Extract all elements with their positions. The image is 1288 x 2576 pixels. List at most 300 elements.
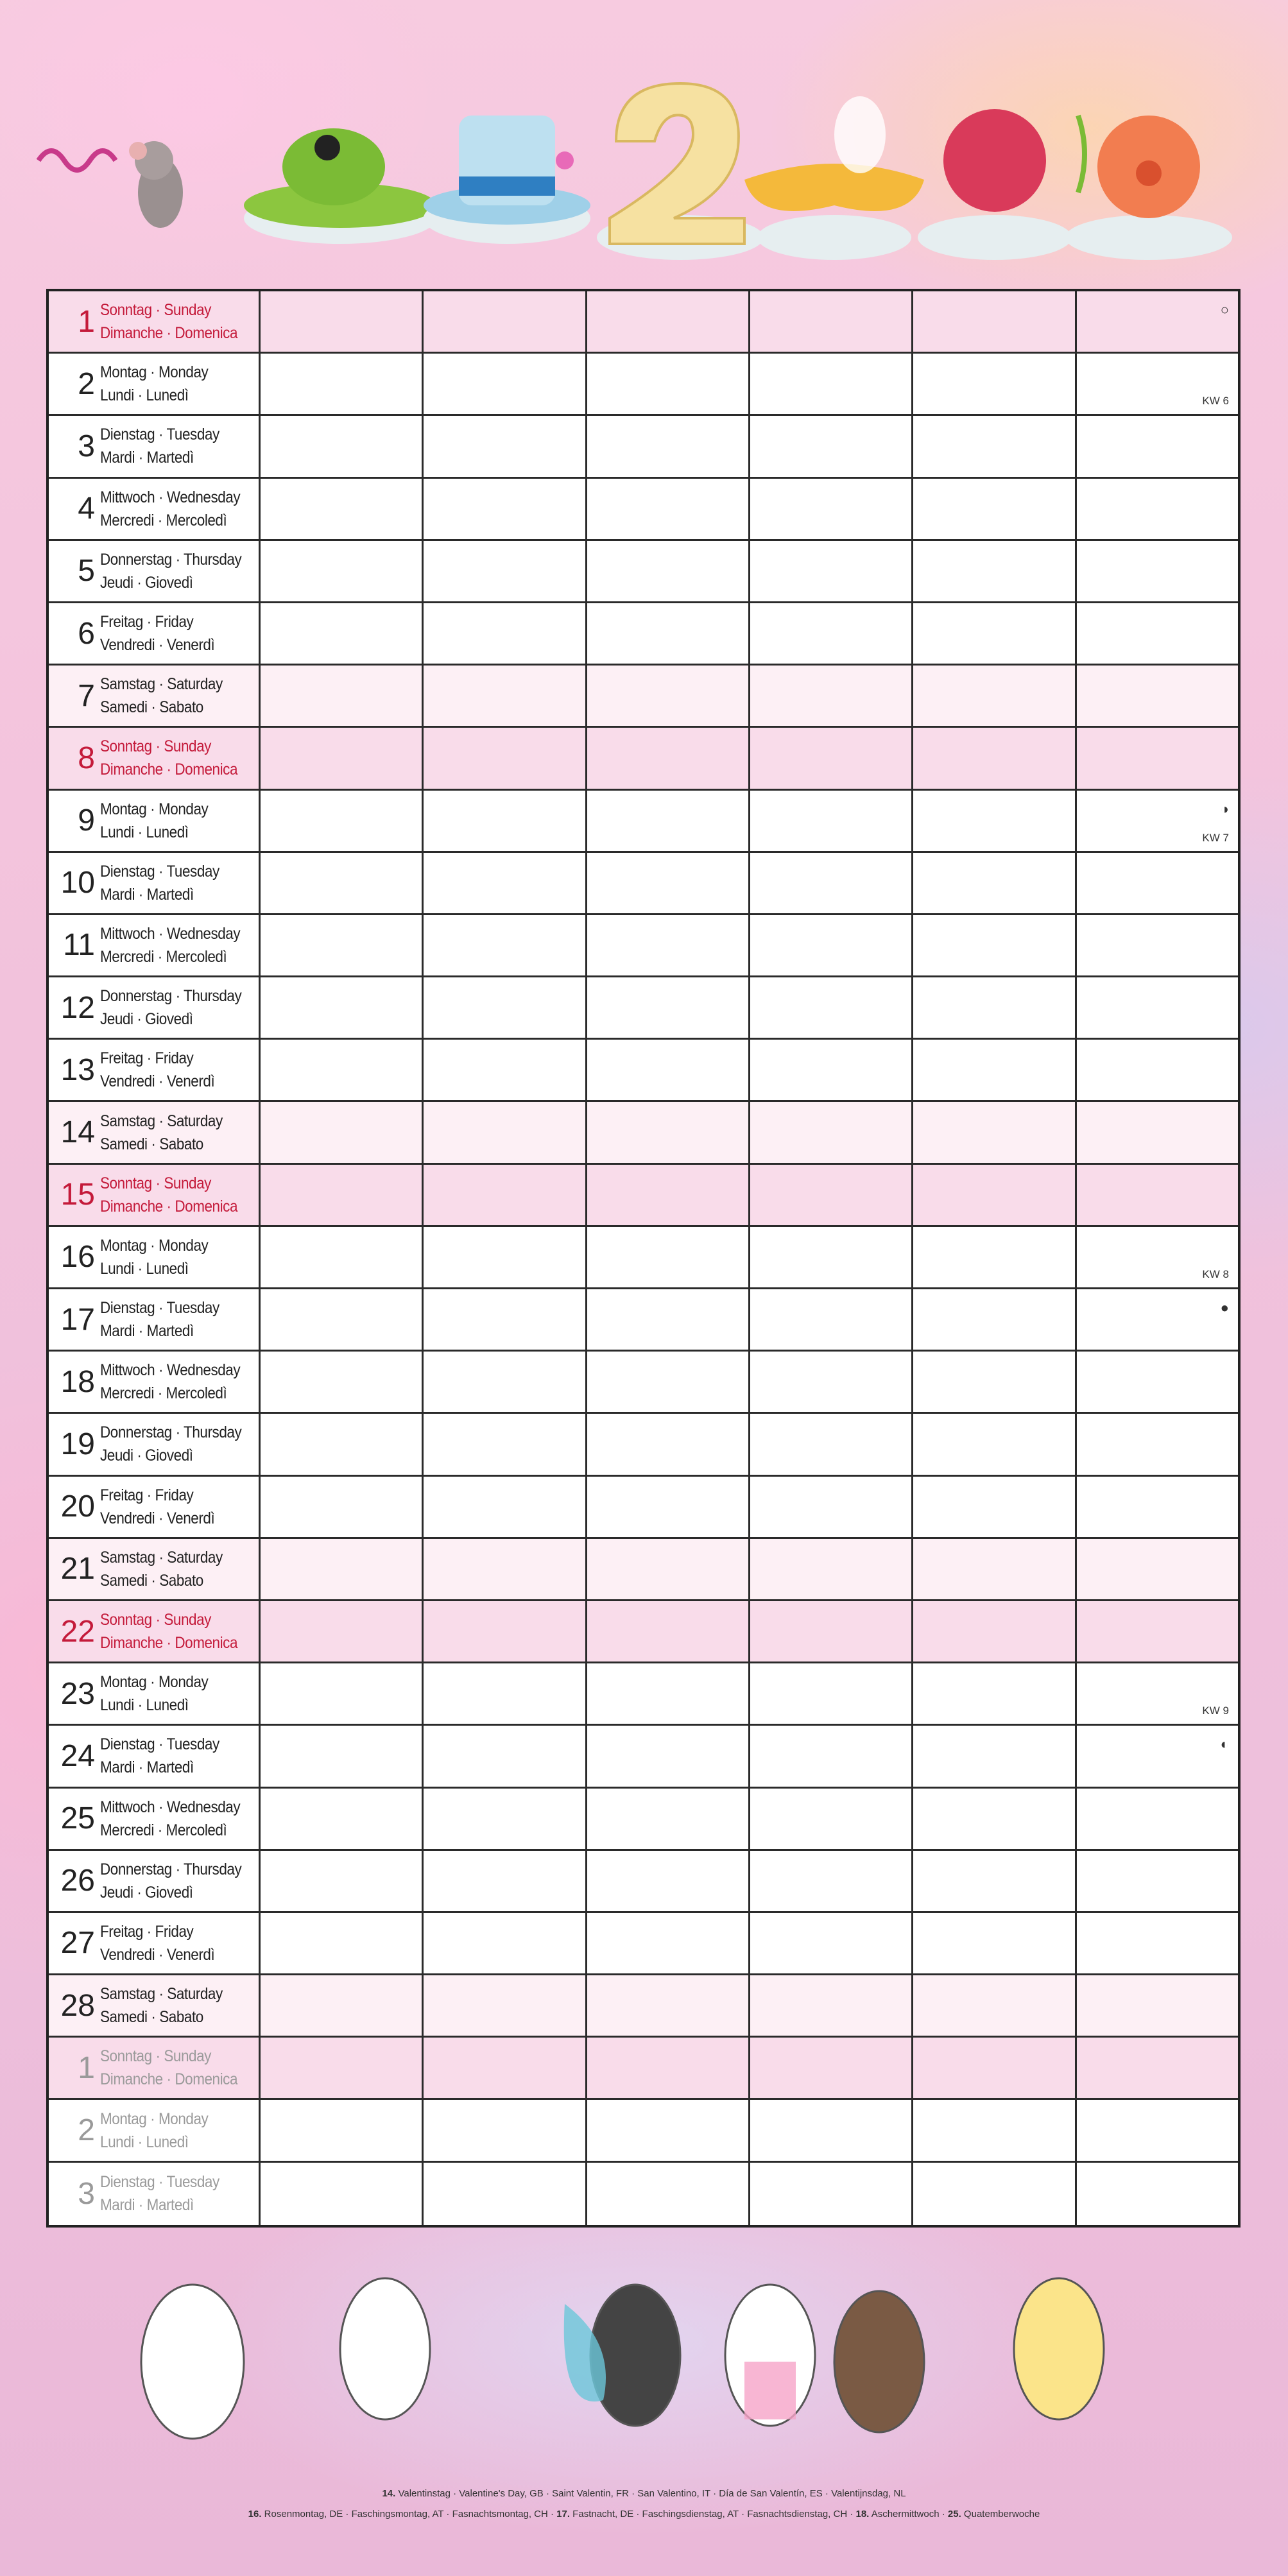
day-name-fr-it: Vendredi · Venerdì bbox=[100, 636, 215, 655]
number-two-icon bbox=[597, 83, 764, 260]
holiday-notes bbox=[0, 2484, 1288, 2525]
holiday-note-line-1 bbox=[0, 2484, 1288, 2504]
day-name-de-en: Dienstag · Tuesday bbox=[100, 862, 219, 880]
entry-cell[interactable] bbox=[424, 1913, 587, 1973]
entry-cell[interactable] bbox=[1077, 603, 1238, 664]
day-name-fr-it: Lundi · Lunedì bbox=[100, 1696, 189, 1715]
entry-cell[interactable] bbox=[750, 2100, 913, 2160]
day-number: 26 bbox=[60, 1864, 95, 1898]
day-number: 8 bbox=[78, 741, 95, 775]
entry-cell[interactable] bbox=[261, 541, 424, 601]
day-name-de-en: Montag · Monday bbox=[100, 2109, 209, 2128]
entry-cell[interactable] bbox=[587, 1289, 750, 1350]
day-name-de-en: Sonntag · Sunday bbox=[100, 1611, 211, 1629]
entry-cell[interactable] bbox=[1077, 1414, 1238, 1474]
entry-cell[interactable] bbox=[1077, 791, 1238, 851]
entry-cell[interactable] bbox=[1077, 1352, 1238, 1412]
entry-cell[interactable] bbox=[587, 915, 750, 975]
day-names bbox=[100, 1484, 214, 1530]
entry-cell[interactable] bbox=[261, 1477, 424, 1537]
entry-cell[interactable] bbox=[1077, 853, 1238, 913]
entry-cell[interactable] bbox=[587, 853, 750, 913]
entry-cell[interactable] bbox=[261, 665, 424, 726]
entry-cell[interactable] bbox=[1077, 1975, 1238, 2036]
entry-cell[interactable] bbox=[261, 1289, 424, 1350]
entry-cell[interactable] bbox=[913, 1851, 1076, 1911]
entry-cell[interactable] bbox=[913, 2038, 1076, 2098]
entry-cell[interactable] bbox=[1077, 1040, 1238, 1100]
entry-cell[interactable] bbox=[261, 1789, 424, 1849]
day-name-fr-it: Samedi · Sabato bbox=[100, 1135, 203, 1153]
entry-cell[interactable] bbox=[261, 1352, 424, 1412]
day-names bbox=[100, 1796, 240, 1842]
day-names bbox=[100, 1421, 241, 1467]
day-names bbox=[100, 1172, 237, 1218]
entry-cell[interactable] bbox=[424, 853, 587, 913]
day-name-fr-it: Vendredi · Venerdì bbox=[100, 1945, 215, 1964]
day-name-fr-it: Mardi · Martedì bbox=[100, 449, 194, 467]
entry-cell[interactable] bbox=[750, 1726, 913, 1786]
day-name-de-en: Donnerstag · Thursday bbox=[100, 1860, 242, 1878]
entry-cell[interactable] bbox=[261, 416, 424, 476]
entry-cell[interactable] bbox=[587, 603, 750, 664]
holiday-text: Aschermittwoch · bbox=[869, 2509, 948, 2520]
entry-cell[interactable] bbox=[750, 1975, 913, 2036]
entry-cell[interactable] bbox=[913, 416, 1076, 476]
day-label-cell bbox=[49, 915, 261, 975]
entry-cell[interactable] bbox=[913, 1040, 1076, 1100]
entry-cell[interactable] bbox=[750, 915, 913, 975]
day-name-fr-it: Jeudi · Giovedì bbox=[100, 1883, 193, 1902]
day-names bbox=[100, 1234, 208, 1280]
entry-cell[interactable] bbox=[587, 1040, 750, 1100]
entry-cell[interactable] bbox=[261, 1726, 424, 1786]
entry-cell[interactable] bbox=[261, 2163, 424, 2225]
entry-cell[interactable] bbox=[261, 915, 424, 975]
entry-cell[interactable] bbox=[913, 728, 1076, 788]
entry-cell[interactable] bbox=[913, 1102, 1076, 1162]
day-row bbox=[49, 416, 1238, 478]
entry-cell[interactable] bbox=[261, 1601, 424, 1662]
day-number: 6 bbox=[78, 616, 95, 651]
calendar-week-label: KW 6 bbox=[1202, 395, 1229, 408]
entry-cell[interactable] bbox=[587, 416, 750, 476]
entry-cell[interactable] bbox=[913, 1352, 1076, 1412]
entry-cell[interactable] bbox=[424, 1975, 587, 2036]
entry-cell[interactable] bbox=[424, 665, 587, 726]
entry-cell[interactable] bbox=[261, 1102, 424, 1162]
entry-cell[interactable] bbox=[1077, 416, 1238, 476]
entry-cell[interactable] bbox=[424, 1851, 587, 1911]
entry-cell[interactable] bbox=[261, 853, 424, 913]
day-label-cell bbox=[49, 1477, 261, 1537]
entry-cell[interactable] bbox=[913, 2163, 1076, 2225]
day-number: 2 bbox=[78, 366, 95, 401]
entry-cell[interactable] bbox=[750, 2038, 913, 2098]
day-row bbox=[49, 728, 1238, 790]
day-label-cell bbox=[49, 1539, 261, 1599]
entry-cell[interactable] bbox=[424, 1227, 587, 1287]
day-names bbox=[100, 298, 237, 345]
entry-cell[interactable] bbox=[587, 1726, 750, 1786]
entry-cell[interactable] bbox=[750, 354, 913, 414]
entry-cell[interactable] bbox=[1077, 1789, 1238, 1849]
day-label-cell bbox=[49, 853, 261, 913]
entry-cell[interactable] bbox=[261, 354, 424, 414]
entry-cell[interactable] bbox=[750, 1601, 913, 1662]
entry-cell[interactable] bbox=[1077, 1539, 1238, 1599]
entry-cell[interactable] bbox=[261, 1414, 424, 1474]
day-name-de-en: Sonntag · Sunday bbox=[100, 1174, 211, 1192]
holiday-text: Rosenmontag, DE · Faschingsmontag, AT · Fasnachtsmontag, CH · bbox=[261, 2509, 557, 2520]
day-number: 13 bbox=[60, 1052, 95, 1087]
day-names bbox=[100, 798, 208, 844]
day-name-fr-it: Jeudi · Giovedì bbox=[100, 1010, 193, 1029]
entry-cell[interactable] bbox=[261, 1913, 424, 1973]
entry-cell[interactable] bbox=[424, 728, 587, 788]
entry-cell[interactable] bbox=[424, 2038, 587, 2098]
entry-cell[interactable] bbox=[424, 1539, 587, 1599]
entry-cell[interactable] bbox=[261, 791, 424, 851]
entry-cell[interactable] bbox=[587, 2038, 750, 2098]
entry-cell[interactable] bbox=[913, 541, 1076, 601]
entry-cell[interactable] bbox=[424, 1165, 587, 1225]
entry-cell[interactable] bbox=[261, 1975, 424, 2036]
entry-cell[interactable] bbox=[261, 2038, 424, 2098]
entry-cell[interactable] bbox=[913, 354, 1076, 414]
entry-cell[interactable] bbox=[587, 1352, 750, 1412]
entry-cell[interactable] bbox=[261, 479, 424, 539]
day-names bbox=[100, 2108, 208, 2154]
entry-cell[interactable] bbox=[424, 1352, 587, 1412]
day-label-cell bbox=[49, 291, 261, 352]
day-row bbox=[49, 1789, 1238, 1851]
entry-cell[interactable] bbox=[1077, 977, 1238, 1038]
entry-cell[interactable] bbox=[424, 2100, 587, 2160]
day-name-de-en: Montag · Monday bbox=[100, 800, 209, 818]
day-name-fr-it: Lundi · Lunedì bbox=[100, 1259, 189, 1278]
entry-cell[interactable] bbox=[587, 1663, 750, 1724]
entry-cell[interactable] bbox=[913, 603, 1076, 664]
entry-cell[interactable] bbox=[750, 1352, 913, 1412]
entry-cell[interactable] bbox=[750, 728, 913, 788]
entry-cell[interactable] bbox=[1077, 2038, 1238, 2098]
day-names bbox=[100, 1110, 223, 1156]
entry-cell[interactable] bbox=[750, 1539, 913, 1599]
entry-cell[interactable] bbox=[913, 1539, 1076, 1599]
day-label-cell bbox=[49, 1165, 261, 1225]
entry-cell[interactable] bbox=[750, 1289, 913, 1350]
entry-cell[interactable] bbox=[913, 1227, 1076, 1287]
sheep-icon bbox=[141, 2278, 1104, 2439]
entry-cell[interactable] bbox=[424, 354, 587, 414]
day-name-fr-it: Jeudi · Giovedì bbox=[100, 573, 193, 592]
entry-cell[interactable] bbox=[913, 1726, 1076, 1786]
entry-cell[interactable] bbox=[750, 853, 913, 913]
entry-cell[interactable] bbox=[587, 1477, 750, 1537]
day-name-de-en: Sonntag · Sunday bbox=[100, 737, 211, 756]
entry-cell[interactable] bbox=[750, 977, 913, 1038]
entry-cell[interactable] bbox=[261, 977, 424, 1038]
entry-cell[interactable] bbox=[261, 1851, 424, 1911]
entry-cell[interactable] bbox=[261, 1227, 424, 1287]
entry-cell[interactable] bbox=[424, 1663, 587, 1724]
entry-cell[interactable] bbox=[587, 1102, 750, 1162]
entry-cell[interactable] bbox=[587, 791, 750, 851]
entry-cell[interactable] bbox=[424, 291, 587, 352]
entry-cell[interactable] bbox=[1077, 1477, 1238, 1537]
day-name-fr-it: Mardi · Martedì bbox=[100, 1758, 194, 1777]
rainbow-icon bbox=[744, 2362, 796, 2419]
entry-cell[interactable] bbox=[587, 1539, 750, 1599]
day-number: 3 bbox=[78, 2176, 95, 2211]
day-name-de-en: Montag · Monday bbox=[100, 363, 209, 382]
holiday-date: 18. bbox=[855, 2509, 870, 2520]
day-label-cell bbox=[49, 1040, 261, 1100]
entry-cell[interactable] bbox=[424, 791, 587, 851]
day-name-de-en: Samstag · Saturday bbox=[100, 1548, 223, 1567]
day-number: 17 bbox=[60, 1302, 95, 1337]
entry-cell[interactable] bbox=[1077, 2100, 1238, 2160]
entry-cell[interactable] bbox=[587, 665, 750, 726]
day-names bbox=[100, 361, 208, 407]
entry-cell[interactable] bbox=[1077, 354, 1238, 414]
entry-cell[interactable] bbox=[587, 1165, 750, 1225]
day-name-fr-it: Samedi · Sabato bbox=[100, 1571, 203, 1590]
entry-cell[interactable] bbox=[1077, 1851, 1238, 1911]
day-label-cell bbox=[49, 2038, 261, 2098]
day-name-fr-it: Mardi · Martedì bbox=[100, 2196, 194, 2215]
entry-cell[interactable] bbox=[750, 665, 913, 726]
entry-cell[interactable] bbox=[913, 1289, 1076, 1350]
day-name-de-en: Samstag · Saturday bbox=[100, 675, 223, 694]
day-name-fr-it: Lundi · Lunedì bbox=[100, 823, 189, 841]
entry-cell[interactable] bbox=[261, 2100, 424, 2160]
day-name-de-en: Sonntag · Sunday bbox=[100, 301, 211, 320]
entry-cell[interactable] bbox=[750, 1165, 913, 1225]
entry-cell[interactable] bbox=[424, 915, 587, 975]
entry-cell[interactable] bbox=[1077, 1663, 1238, 1724]
moon-phase-icon: ○ bbox=[1220, 302, 1229, 318]
day-name-de-en: Dienstag · Tuesday bbox=[100, 425, 219, 444]
entry-cell[interactable] bbox=[750, 1414, 913, 1474]
entry-cell[interactable] bbox=[587, 1414, 750, 1474]
entry-cell[interactable] bbox=[424, 416, 587, 476]
entry-cell[interactable] bbox=[913, 853, 1076, 913]
day-label-cell bbox=[49, 1601, 261, 1662]
entry-cell[interactable] bbox=[913, 479, 1076, 539]
entry-cell[interactable] bbox=[587, 354, 750, 414]
day-label-cell bbox=[49, 1352, 261, 1412]
entry-cell[interactable] bbox=[587, 1851, 750, 1911]
day-row bbox=[49, 2100, 1238, 2162]
day-label-cell bbox=[49, 479, 261, 539]
entry-cell[interactable] bbox=[1077, 2163, 1238, 2225]
entry-cell[interactable] bbox=[913, 1601, 1076, 1662]
entry-cell[interactable] bbox=[424, 1477, 587, 1537]
entry-cell[interactable] bbox=[750, 1789, 913, 1849]
day-names bbox=[100, 1296, 219, 1343]
entry-cell[interactable] bbox=[424, 541, 587, 601]
entry-cell[interactable] bbox=[913, 1165, 1076, 1225]
entry-cell[interactable] bbox=[587, 1975, 750, 2036]
holiday-text: Fastnacht, DE · Faschingsdienstag, AT · Fasnachtsdienstag, CH · bbox=[570, 2509, 856, 2520]
day-names bbox=[100, 922, 240, 968]
day-names bbox=[100, 423, 219, 469]
day-label-cell bbox=[49, 977, 261, 1038]
day-name-fr-it: Mardi · Martedì bbox=[100, 885, 194, 904]
entry-cell[interactable] bbox=[913, 915, 1076, 975]
entry-cell[interactable] bbox=[750, 1913, 913, 1973]
entry-cell[interactable] bbox=[750, 791, 913, 851]
day-number: 3 bbox=[78, 429, 95, 463]
day-number: 15 bbox=[60, 1178, 95, 1212]
entry-cell[interactable] bbox=[424, 2163, 587, 2225]
entry-cell[interactable] bbox=[261, 1663, 424, 1724]
entry-cell[interactable] bbox=[750, 2163, 913, 2225]
entry-cell[interactable] bbox=[750, 541, 913, 601]
day-names bbox=[100, 1982, 223, 2029]
day-label-cell bbox=[49, 728, 261, 788]
day-name-fr-it: Jeudi · Giovedì bbox=[100, 1447, 193, 1465]
entry-cell[interactable] bbox=[424, 1414, 587, 1474]
entry-cell[interactable] bbox=[1077, 1289, 1238, 1350]
entry-cell[interactable] bbox=[587, 1227, 750, 1287]
day-number: 9 bbox=[78, 803, 95, 838]
day-label-cell bbox=[49, 2100, 261, 2160]
entry-cell[interactable] bbox=[261, 291, 424, 352]
day-name-de-en: Freitag · Friday bbox=[100, 1049, 194, 1068]
entry-cell[interactable] bbox=[1077, 1102, 1238, 1162]
entry-cell[interactable] bbox=[750, 416, 913, 476]
entry-cell[interactable] bbox=[587, 479, 750, 539]
entry-cell[interactable] bbox=[750, 1040, 913, 1100]
entry-cell[interactable] bbox=[587, 1913, 750, 1973]
day-name-de-en: Donnerstag · Thursday bbox=[100, 987, 242, 1006]
entry-cell[interactable] bbox=[1077, 728, 1238, 788]
holiday-text: Quatemberwoche bbox=[961, 2509, 1040, 2520]
entry-cell[interactable] bbox=[1077, 665, 1238, 726]
entry-cell[interactable] bbox=[913, 1663, 1076, 1724]
entry-cell[interactable] bbox=[913, 1913, 1076, 1973]
entry-cell[interactable] bbox=[424, 977, 587, 1038]
green-hat-icon bbox=[244, 128, 436, 244]
footer-illustration bbox=[0, 2233, 1288, 2477]
entry-cell[interactable] bbox=[750, 1102, 913, 1162]
day-row bbox=[49, 915, 1238, 977]
entry-cell[interactable] bbox=[261, 603, 424, 664]
entry-cell[interactable] bbox=[750, 1663, 913, 1724]
calendar-week-label: KW 9 bbox=[1202, 1704, 1229, 1717]
day-row bbox=[49, 1165, 1238, 1227]
day-row bbox=[49, 1913, 1238, 1975]
entry-cell[interactable] bbox=[424, 1289, 587, 1350]
day-names bbox=[100, 548, 241, 594]
day-row bbox=[49, 977, 1238, 1040]
entry-cell[interactable] bbox=[424, 1102, 587, 1162]
entry-cell[interactable] bbox=[750, 1851, 913, 1911]
entry-cell[interactable] bbox=[1077, 479, 1238, 539]
entry-cell[interactable] bbox=[1077, 1913, 1238, 1973]
entry-cell[interactable] bbox=[1077, 541, 1238, 601]
day-number: 25 bbox=[60, 1801, 95, 1836]
entry-cell[interactable] bbox=[913, 791, 1076, 851]
entry-cell[interactable] bbox=[1077, 1165, 1238, 1225]
entry-cell[interactable] bbox=[913, 977, 1076, 1038]
entry-cell[interactable] bbox=[261, 1040, 424, 1100]
entry-cell[interactable] bbox=[261, 1539, 424, 1599]
day-name-de-en: Freitag · Friday bbox=[100, 1486, 194, 1504]
entry-cell[interactable] bbox=[750, 291, 913, 352]
day-name-fr-it: Mercredi · Mercoledì bbox=[100, 511, 227, 529]
day-label-cell bbox=[49, 665, 261, 726]
entry-cell[interactable] bbox=[424, 1726, 587, 1786]
entry-cell[interactable] bbox=[1077, 1227, 1238, 1287]
day-name-fr-it: Dimanche · Domenica bbox=[100, 2070, 238, 2089]
entry-cell[interactable] bbox=[261, 728, 424, 788]
entry-cell[interactable] bbox=[424, 603, 587, 664]
moon-phase-icon: ◑ bbox=[1220, 800, 1229, 817]
entry-cell[interactable] bbox=[424, 1601, 587, 1662]
entry-cell[interactable] bbox=[913, 1477, 1076, 1537]
entry-cell[interactable] bbox=[1077, 1726, 1238, 1786]
entry-cell[interactable] bbox=[261, 1165, 424, 1225]
entry-cell[interactable] bbox=[913, 665, 1076, 726]
day-names bbox=[100, 673, 223, 719]
entry-cell[interactable] bbox=[587, 541, 750, 601]
day-number: 23 bbox=[60, 1676, 95, 1711]
day-name-de-en: Mittwoch · Wednesday bbox=[100, 924, 241, 943]
entry-cell[interactable] bbox=[1077, 291, 1238, 352]
entry-cell[interactable] bbox=[424, 1789, 587, 1849]
entry-cell[interactable] bbox=[913, 2100, 1076, 2160]
day-name-fr-it: Vendredi · Venerdì bbox=[100, 1072, 215, 1091]
day-names bbox=[100, 610, 214, 657]
entry-cell[interactable] bbox=[750, 1227, 913, 1287]
day-names bbox=[100, 860, 219, 906]
day-number: 7 bbox=[78, 678, 95, 713]
entry-cell[interactable] bbox=[424, 479, 587, 539]
day-row bbox=[49, 1102, 1238, 1164]
entry-cell[interactable] bbox=[587, 1601, 750, 1662]
day-number: 11 bbox=[63, 928, 95, 963]
entry-cell[interactable] bbox=[913, 1789, 1076, 1849]
entry-cell[interactable] bbox=[913, 291, 1076, 352]
day-name-de-en: Donnerstag · Thursday bbox=[100, 550, 242, 569]
entry-cell[interactable] bbox=[913, 1414, 1076, 1474]
entry-cell[interactable] bbox=[587, 2163, 750, 2225]
day-names bbox=[100, 1047, 214, 1093]
entry-cell[interactable] bbox=[913, 1975, 1076, 2036]
entry-cell[interactable] bbox=[587, 291, 750, 352]
entry-cell[interactable] bbox=[424, 1040, 587, 1100]
entry-cell[interactable] bbox=[750, 479, 913, 539]
day-row bbox=[49, 1975, 1238, 2038]
entry-cell[interactable] bbox=[587, 977, 750, 1038]
entry-cell[interactable] bbox=[750, 1477, 913, 1537]
entry-cell[interactable] bbox=[750, 603, 913, 664]
day-number: 10 bbox=[60, 866, 95, 900]
entry-cell[interactable] bbox=[1077, 1601, 1238, 1662]
day-row bbox=[49, 1601, 1238, 1663]
entry-cell[interactable] bbox=[587, 2100, 750, 2160]
day-label-cell bbox=[49, 1851, 261, 1911]
day-name-fr-it: Dimanche · Domenica bbox=[100, 1634, 238, 1653]
entry-cell[interactable] bbox=[587, 1789, 750, 1849]
entry-cell[interactable] bbox=[1077, 915, 1238, 975]
entry-cell[interactable] bbox=[587, 728, 750, 788]
holiday-date: 17. bbox=[556, 2509, 571, 2520]
